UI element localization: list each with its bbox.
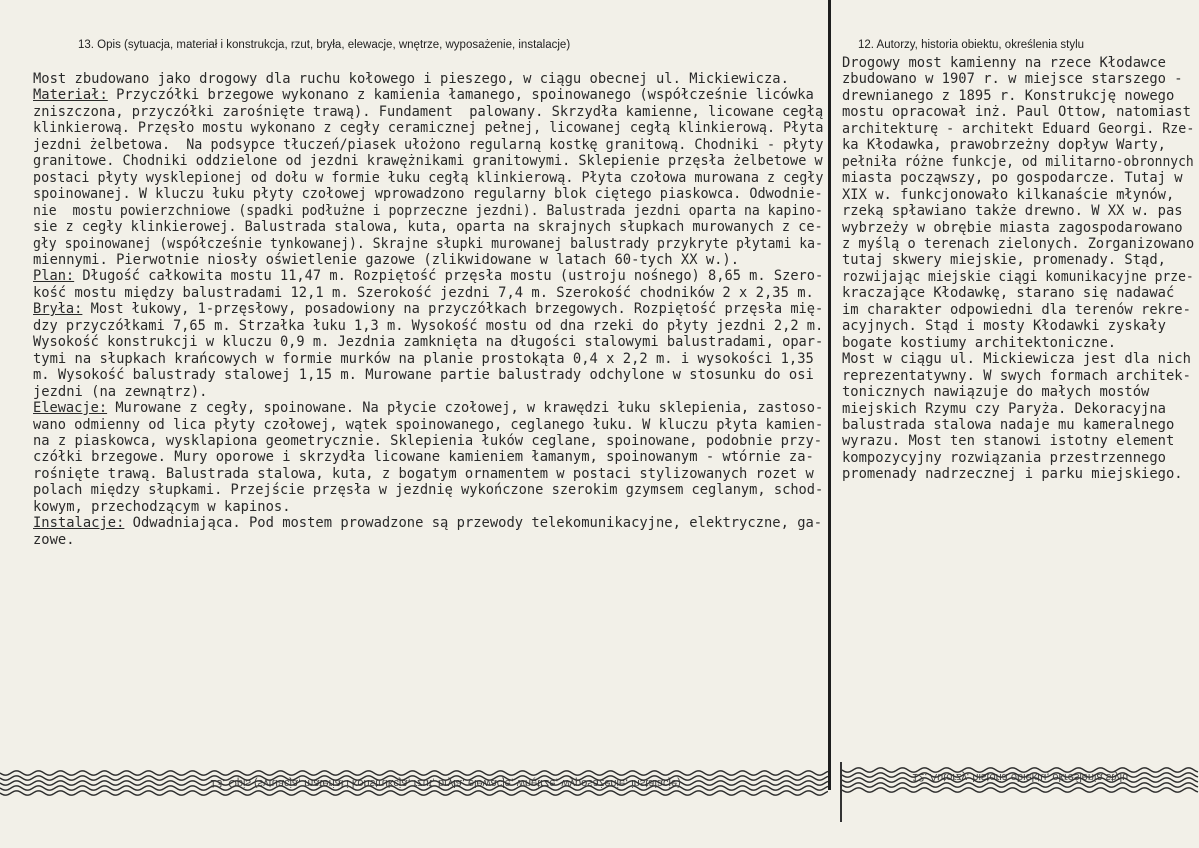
- text-line: bogate kostiumy architektoniczne.: [842, 334, 1117, 351]
- text-line: promenady nadrzecznej i parku miejskiego.: [842, 466, 1183, 483]
- text-line: granitowe. Chodniki oddzielone od jezdni krawężnikami granitowymi. Sklepienie przęsła żelbetowe w: [33, 153, 823, 170]
- text-line: tonicznych nawiązuje do małych mostów: [842, 384, 1150, 401]
- text-line: zowe.: [33, 531, 75, 548]
- mirrored-section-12-header: 12. Autorzy, historia obiektu, określenia stylu: [912, 771, 1129, 783]
- text-line: Elewacje: Murowane z cegły, spoinowane. Na płycie czołowej, w krawędzi łuku sklepienia, zastoso-: [33, 400, 824, 417]
- text-line: Most zbudowano jako drogowy dla ruchu kołowego i pieszego, w ciągu obecnej ul. Mickiewicza.: [33, 71, 789, 87]
- text-line: Materiał: Przyczółki brzegowe wykonano z kamienia łamanego, spoinowanego (współcześnie licówka: [33, 87, 814, 104]
- text-line: drewnianego z 1895 r. Konstrukcję nowego: [842, 87, 1175, 104]
- text-line: czółki brzegowe. Mury oporowe i skrzydła licowane kamieniem łamanym, spoinowanym - wtórnie za-: [33, 449, 814, 466]
- section-label: Elewacje:: [33, 400, 108, 417]
- text-line: balustrada stalowa nadaje mu kameralnego: [842, 416, 1175, 433]
- text-line: polach między słupkami. Przejście przęsła w jezdnię wykończone szerokim gzymsem ceglanym, schod-: [33, 482, 824, 499]
- text-line: im charakter odpowiedni dla terenów rekre-: [842, 301, 1191, 318]
- history-text: [842, 55, 1198, 483]
- section-12-header: 12. Autorzy, historia obiektu, określenia stylu: [858, 39, 1085, 51]
- column-divider: [828, 0, 831, 790]
- text-line: Instalacje: Odwadniająca. Pod mostem prowadzone są przewody telekomunikacyjne, elektryczne, ga-: [33, 515, 823, 532]
- text-line: mostu opracował inż. Paul Ottow, natomiast: [842, 104, 1191, 121]
- section-label: Instalacje:: [33, 515, 125, 532]
- text-line: ka Kłodawka, prawobrzeżny dopływ Warty,: [842, 137, 1166, 154]
- section-label: Materiał:: [33, 87, 108, 104]
- text-line: wano odmienny od lica płyty czołowej, wątek spoinowanego, ceglanego łuku. W kluczu płyta kamien-: [33, 416, 824, 433]
- wave-line: [0, 771, 828, 775]
- text-line: Bryła: Most łukowy, 1-przęsłowy, posadowiony na przyczółkach brzegowych. Rozpiętość przęsła mię-: [33, 301, 824, 318]
- text-line: rośnięte trawą. Balustrada stalowa, kuta, z bogatym ornamentem w postaci stylizowanych rozet w: [33, 465, 814, 482]
- description-text: [33, 71, 828, 548]
- text-line: klinkierową. Przęsło mostu wykonano z cegły ceramicznej pełnej, licowanej cegłą klinkierową. Płyta: [33, 120, 824, 137]
- text-line: m. Wysokość balustrady stalowej 1,15 m. Murowane partie balustrady odchylone w stosunku do osi: [33, 367, 814, 384]
- section-13-header: 13. Opis (sytuacja, materiał i konstrukcja, rzut, bryła, elewacje, wnętrze, wyposażenie, instalacje): [78, 39, 571, 51]
- text-line: wybrzeży w obrębie miasta zagospodarowano: [842, 219, 1183, 236]
- text-line: nie mostu powierzchniowe (spadki podłużne i poprzeczne jezdni). Balustrada jezdni oparta na kapino-: [33, 202, 823, 219]
- mirrored-section-13-header: 13. Opis (sytuacja, materiał i konstrukcja, rzut, bryła, elewacje, wnętrze, wyposażenie, instalacje): [210, 777, 681, 789]
- wave-line: [842, 783, 1198, 787]
- text-line: sie z cegły klinkierowej. Balustrada stalowa, kuta, oparta na skrajnych słupkach murowanych z ce-: [33, 219, 823, 236]
- text-line: reprezentatywny. W swych formach architek-: [842, 367, 1191, 384]
- text-line: rozwijając miejskie ciągi komunikacyjne prze-: [842, 268, 1194, 285]
- text-line: jezdni (na zewnątrz).: [33, 383, 208, 400]
- text-line: architekturę - architekt Eduard Georgi. Rze-: [842, 120, 1195, 137]
- text-line: pełniła różne funkcje, od militarno-obronnych: [842, 153, 1194, 170]
- text-line: wyrazu. Most ten stanowi istotny element: [842, 433, 1175, 450]
- wave-line: [0, 791, 828, 795]
- text-line: kompozycyjny rozwiązania przestrzennego: [842, 449, 1166, 466]
- text-line: rzeką spławiano także drewno. W XX w. pas: [842, 203, 1183, 220]
- text-line: kowym, przechodzącym w kapinos.: [33, 498, 291, 515]
- text-line: miejskich Rzymu czy Paryża. Dekoracyjna: [842, 400, 1166, 417]
- section-label: Plan:: [33, 268, 75, 285]
- text-line: miasta począwszy, po gospodarcze. Tutaj w: [842, 170, 1183, 187]
- text-line: zbudowano w 1907 r. w miejsce starszego -: [842, 71, 1183, 88]
- text-line: gły spoinowanej (współcześnie tynkowanej). Skrajne słupki murowanej balustrady przykryte płytami ka-: [33, 235, 823, 252]
- text-line: postaci płyty wysklepionej od dołu w formie łuku cegłą klinkierową. Płyta czołowa murowana z cegły: [33, 169, 824, 186]
- text-line: dzy przyczółkami 7,65 m. Strzałka łuku 1,3 m. Wysokość mostu od dna rzeki do płyty jezdni 2,2 m.: [33, 317, 824, 334]
- text-line: tutaj skwery miejskie, promenady. Stąd,: [842, 252, 1166, 269]
- text-line: spoinowanej. W kluczu łuku płyty czołowej wprowadzono regularny blok ciętego piaskowca. Odwodnie-: [33, 186, 823, 203]
- text-line: Most w ciągu ul. Mickiewicza jest dla nich: [842, 351, 1191, 368]
- text-line: zniszczona, przyczółki zarośnięte trawą). Fundament palowany. Skrzydła kamienne, licowane cegłą: [33, 103, 824, 120]
- text-line: Wysokość konstrukcji w kluczu 0,9 m. Jezdnia zamknięta na długości stalowymi balustradami, opar-: [33, 334, 824, 351]
- wave-line: [842, 788, 1198, 792]
- text-line: miennymi. Pierwotnie niosły oświetlenie gazowe (zlikwidowane w latach 60-tych XX w.).: [33, 251, 740, 268]
- text-line: XIX w. funkcjonowało kilkanaście młynów,: [842, 186, 1175, 203]
- section-label: Bryła:: [33, 301, 83, 318]
- text-line: kość mostu między balustradami 12,1 m. Szerokość jezdni 7,4 m. Szerokość chodników 2 x 2,35 m.: [33, 284, 814, 301]
- text-line: z myślą o terenach zielonych. Zorganizowano: [842, 235, 1195, 252]
- text-line: jezdni żelbetowa. Na podsypce tłuczeń/piasek ułożono regularną kostkę granitową. Chodniki - płyty: [33, 136, 824, 153]
- text-line: na z piaskowca, wysklapiona geometrycznie. Sklepienia łuków ceglane, spoinowane, podobnie przy-: [33, 432, 823, 449]
- text-line: kraczające Kłodawkę, starano się nadawać: [842, 285, 1175, 302]
- text-line: Drogowy most kamienny na rzece Kłodawce: [842, 55, 1166, 71]
- text-line: acyjnych. Stąd i mosty Kłodawki zyskały: [842, 318, 1166, 335]
- text-line: Plan: Długość całkowita mostu 11,47 m. Rozpiętość przęsła mostu (ustroju nośnego) 8,65 m. Szero-: [33, 268, 824, 285]
- text-line: tymi na słupkach krańcowych w formie murków na planie prostokąta 0,4 x 2,2 m. i wysokości 1,35: [33, 350, 814, 367]
